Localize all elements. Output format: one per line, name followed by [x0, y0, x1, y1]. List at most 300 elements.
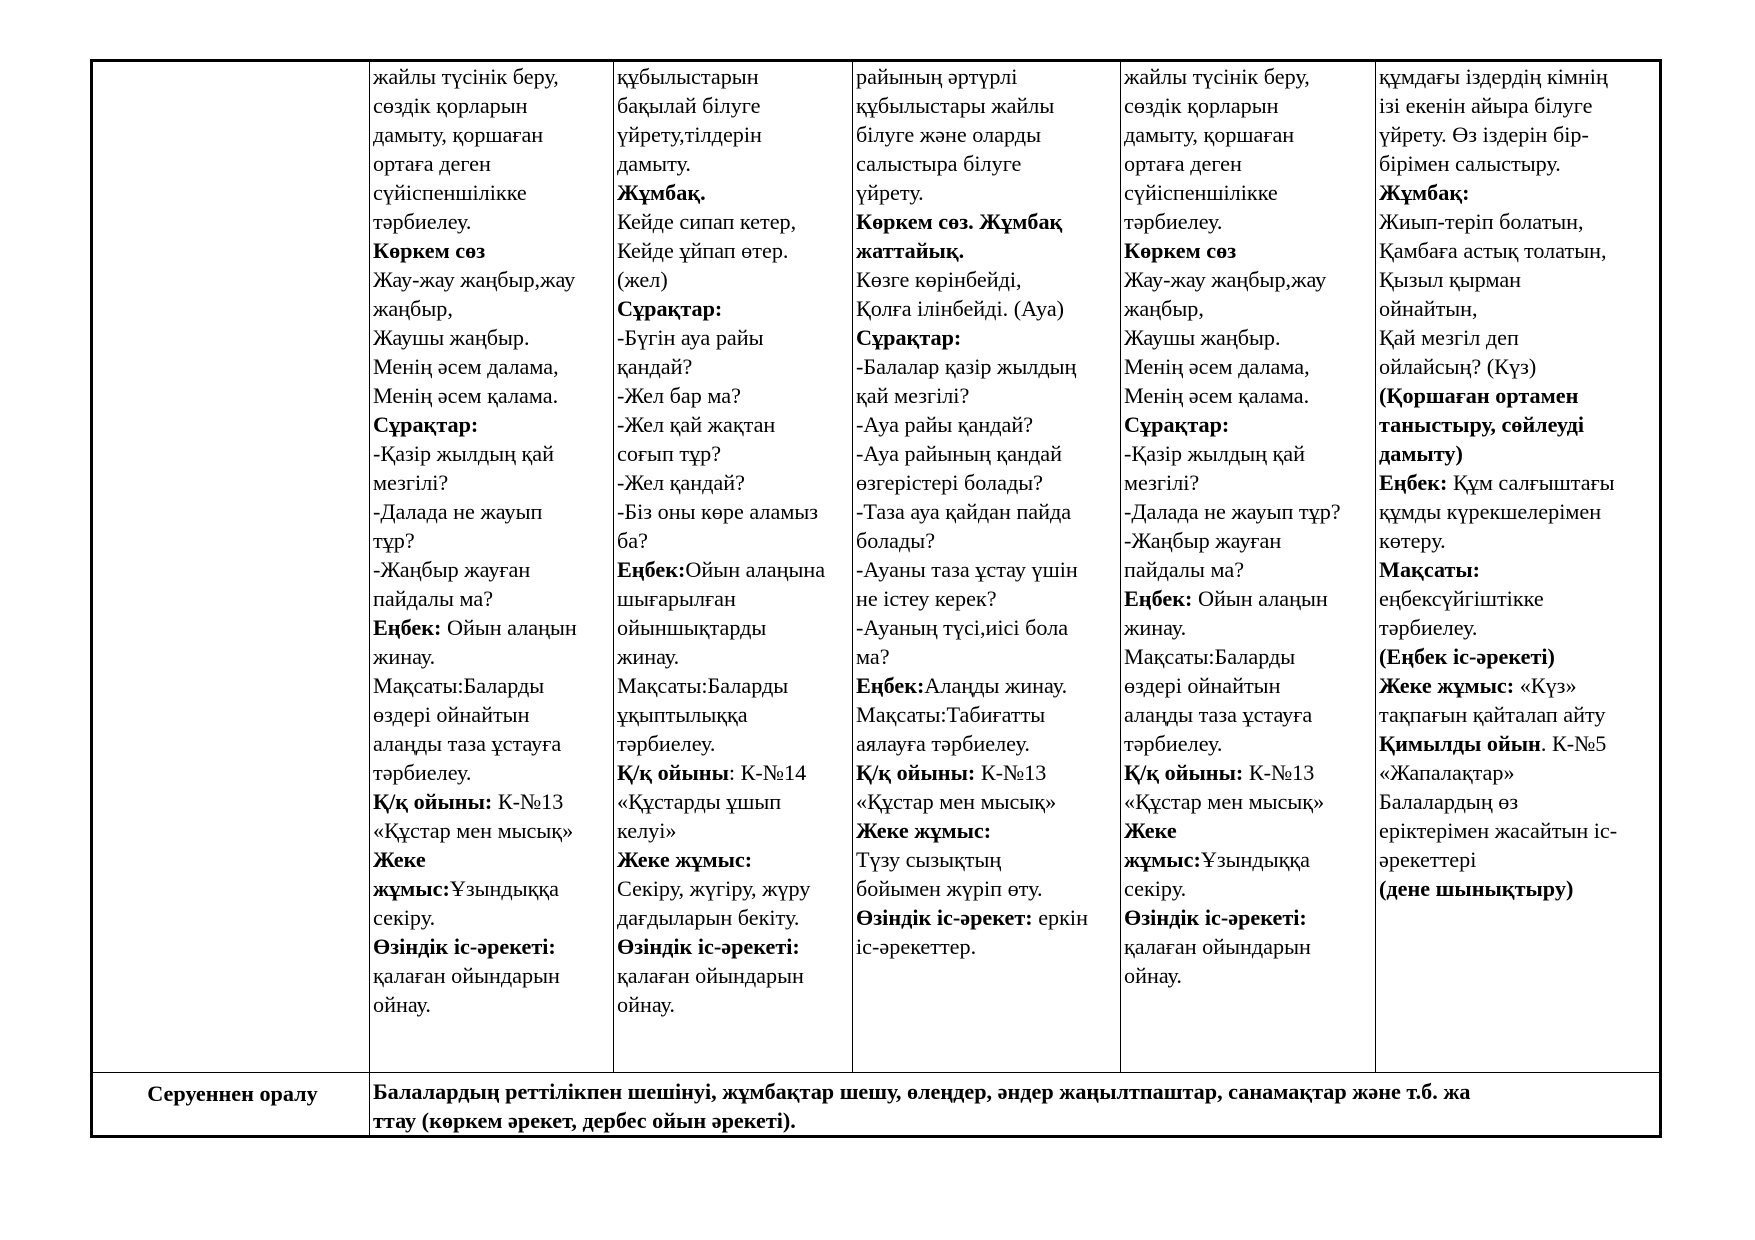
text-line	[1379, 410, 1659, 439]
line-text: ойнайтын,	[1379, 296, 1478, 321]
line-text: Мақсаты:Баларды	[1124, 644, 1296, 669]
text-line	[373, 613, 613, 642]
text-line	[1379, 91, 1659, 120]
text-line	[856, 236, 1120, 265]
text-line	[856, 845, 1120, 874]
text-line	[373, 758, 613, 787]
text-line	[1124, 555, 1375, 584]
text-line	[856, 584, 1120, 613]
bold-heading: Жұмбақ.	[617, 180, 706, 205]
line-text: өздері ойнайтын	[373, 702, 530, 727]
text-line	[617, 874, 852, 903]
text-line	[1124, 294, 1375, 323]
line-text: тәрбиелеу.	[617, 731, 716, 756]
text-line	[1124, 584, 1375, 613]
line-text: -Ауа райы қандай?	[856, 412, 1034, 437]
text-line	[617, 613, 852, 642]
bold-heading: (дене шынықтыру)	[1379, 876, 1574, 901]
line-text: . К-№5	[1540, 731, 1607, 756]
text-line	[856, 410, 1120, 439]
bold-heading: Өзіндік іс-әрекеті:	[373, 934, 556, 959]
text-line	[617, 903, 852, 932]
text-line	[373, 642, 613, 671]
text-line	[1124, 816, 1375, 845]
text-line	[856, 729, 1120, 758]
line-text: қалаған ойындарын	[1124, 934, 1311, 959]
line-text: Балалардың өз	[1379, 789, 1519, 814]
text-line	[1379, 642, 1659, 671]
line-text: Кейде ұйпап өтер.	[617, 238, 789, 263]
bold-heading: Мақсаты:	[1379, 557, 1481, 582]
text-line	[617, 91, 852, 120]
bold-heading: Жеке жұмыс:	[1379, 673, 1515, 698]
text-line	[1124, 845, 1375, 874]
line-text: құмдағы іздердің кімнің	[1379, 64, 1608, 89]
line-text: жинау.	[373, 644, 436, 669]
text-line	[856, 381, 1120, 410]
line-text: үйрету. Өз іздерін бір-	[1379, 122, 1589, 147]
line-text: К-№13	[1243, 760, 1315, 785]
text-line	[1379, 729, 1659, 758]
description-line: ттау (көркем әрекет, дербес ойын әрекеті).	[373, 1108, 796, 1133]
row-label-cell-empty	[92, 61, 370, 1073]
line-text: Менің әсем далама,	[373, 354, 559, 379]
line-text: құмды күрекшелерімен	[1379, 499, 1602, 524]
line-text: Кейде сипап кетер,	[617, 209, 797, 234]
line-text: жайлы түсінік беру,	[1124, 64, 1310, 89]
line-text: жинау.	[617, 644, 680, 669]
line-text: Жаушы жаңбыр.	[373, 325, 530, 350]
line-text: Ойын алаңына	[685, 557, 826, 582]
line-text: ойлайсың? (Күз)	[1379, 354, 1537, 379]
bold-heading: (Еңбек іс-әрекеті)	[1379, 644, 1555, 669]
text-line	[856, 149, 1120, 178]
bold-heading: дамыту)	[1379, 441, 1463, 466]
text-line	[373, 526, 613, 555]
lesson-plan-table	[90, 59, 1662, 1138]
line-text: сөздік қорларын	[1124, 93, 1279, 118]
line-text: сүйіспеншілікке	[1124, 180, 1278, 205]
text-line	[1124, 468, 1375, 497]
text-line	[617, 62, 852, 91]
line-text: -Далада не жауып тұр?	[1124, 499, 1341, 524]
text-line	[373, 903, 613, 932]
text-line	[1124, 874, 1375, 903]
line-text: көтеру.	[1379, 528, 1446, 553]
line-text: секіру.	[1124, 876, 1187, 901]
line-text: тәрбиелеу.	[373, 209, 472, 234]
text-line	[1379, 120, 1659, 149]
bold-heading: Сұрақтар:	[1124, 412, 1230, 437]
line-text: Қолға ілінбейді. (Ауа)	[856, 296, 1065, 321]
line-text: еркін	[1032, 905, 1088, 930]
text-line	[856, 497, 1120, 526]
text-line	[1379, 671, 1659, 700]
text-line	[373, 961, 613, 990]
text-line	[617, 439, 852, 468]
text-line	[617, 555, 852, 584]
line-text: -Біз оны көре аламыз	[617, 499, 819, 524]
text-line	[373, 816, 613, 845]
line-text: Мақсаты:Баларды	[373, 673, 545, 698]
text-line	[856, 758, 1120, 787]
text-line	[1124, 932, 1375, 961]
line-text: Қай мезгіл деп	[1379, 325, 1519, 350]
line-text: Жау-жау жаңбыр,жау	[373, 267, 576, 292]
text-line	[373, 990, 613, 1019]
text-line	[856, 468, 1120, 497]
text-line	[617, 294, 852, 323]
line-text: -Жел қай жақтан	[617, 412, 776, 437]
line-text: Ойын алаңын	[1192, 586, 1328, 611]
text-line	[856, 787, 1120, 816]
description-line: Балалардың реттілікпен шешінуі, жұмбақтар шешу, өлеңдер, әндер жаңылтпаштар, санамақтар және т.б. жа	[373, 1079, 1471, 1104]
bold-heading: Көркем сөз. Жұмбақ	[856, 209, 1063, 234]
line-text: бірімен салыстыру.	[1379, 151, 1561, 176]
line-text: Менің әсем қалама.	[373, 383, 559, 408]
text-line	[856, 932, 1120, 961]
text-line	[373, 120, 613, 149]
line-text: құбылыстарын	[617, 64, 759, 89]
line-text: Қызыл қырман	[1379, 267, 1522, 292]
line-text: ма?	[856, 644, 890, 669]
line-text: тақпағын қайталап айту	[1379, 702, 1606, 727]
line-text: Құм салғыштағы	[1447, 470, 1615, 495]
text-line	[617, 961, 852, 990]
line-text: ойнау.	[617, 992, 675, 1017]
text-line	[617, 120, 852, 149]
text-line	[1379, 236, 1659, 265]
line-text: : К-№14	[728, 760, 807, 785]
text-line	[373, 265, 613, 294]
bold-heading: Өзіндік іс-әрекеті:	[1124, 905, 1307, 930]
bold-heading: Өзіндік іс-әрекет:	[856, 905, 1033, 930]
text-line	[617, 758, 852, 787]
line-text: аялауға тәрбиелеу.	[856, 731, 1030, 756]
line-text: салыстыра білуге	[856, 151, 1022, 176]
text-line	[373, 671, 613, 700]
line-text: Түзу сызықтың	[856, 847, 1002, 872]
bold-heading: Қ/қ ойыны:	[373, 789, 493, 814]
text-line	[373, 91, 613, 120]
text-line	[373, 700, 613, 729]
bold-heading: Жұмбақ:	[1379, 180, 1470, 205]
line-text: үйрету.	[856, 180, 924, 205]
line-text: сөздік қорларын	[373, 93, 528, 118]
text-line	[1379, 468, 1659, 497]
bold-heading: Жеке	[373, 847, 426, 872]
line-text: -Жел бар ма?	[617, 383, 741, 408]
line-text: «Құстар мен мысық»	[373, 818, 574, 843]
activities-row	[92, 61, 1661, 1073]
bold-heading: Қимылды ойын	[1379, 731, 1541, 756]
bold-heading: Қ/қ ойыны:	[856, 760, 976, 785]
line-text: үйрету,тілдерін	[617, 122, 762, 147]
line-text: Жаушы жаңбыр.	[1124, 325, 1281, 350]
bold-heading: Көркем сөз	[1124, 238, 1237, 263]
text-line	[1124, 236, 1375, 265]
line-text: райының әртүрлі	[856, 64, 1018, 89]
text-line	[1124, 207, 1375, 236]
text-line	[617, 236, 852, 265]
text-line	[1124, 613, 1375, 642]
text-line	[617, 526, 852, 555]
line-text: -Ауаны таза ұстау үшін	[856, 557, 1078, 582]
line-text: Көзге көрінбейді,	[856, 267, 1022, 292]
text-line	[1124, 120, 1375, 149]
text-line	[856, 555, 1120, 584]
line-text: -Далада не жауып	[373, 499, 543, 524]
text-line	[1379, 816, 1659, 845]
text-line	[1379, 555, 1659, 584]
text-line	[856, 91, 1120, 120]
text-line	[617, 178, 852, 207]
line-text: -Бүгін ауа райы	[617, 325, 764, 350]
line-text: -Жаңбыр жауған	[1124, 528, 1282, 553]
text-line	[856, 874, 1120, 903]
text-line	[856, 352, 1120, 381]
line-text: К-№13	[492, 789, 564, 814]
line-text: ұқыптылыққа	[617, 702, 748, 727]
text-line	[856, 526, 1120, 555]
line-text: өзгерістері болады?	[856, 470, 1044, 495]
text-line	[1124, 410, 1375, 439]
bold-heading: Сұрақтар:	[617, 296, 723, 321]
text-line	[856, 816, 1120, 845]
bold-heading: Еңбек:	[617, 557, 686, 582]
text-line	[617, 729, 852, 758]
line-text: Жау-жау жаңбыр,жау	[1124, 267, 1327, 292]
line-text: дамыту.	[617, 151, 691, 176]
line-text: әрекеттері	[1379, 847, 1477, 872]
line-text: Ұзындыққа	[1200, 847, 1311, 872]
text-line	[1379, 294, 1659, 323]
line-text: болады?	[856, 528, 936, 553]
text-line	[856, 903, 1120, 932]
text-line	[1124, 700, 1375, 729]
day-column	[614, 61, 853, 1073]
text-line	[617, 497, 852, 526]
line-text: ойыншықтарды	[617, 615, 767, 640]
text-line	[1124, 352, 1375, 381]
line-text: тәрбиелеу.	[1379, 615, 1478, 640]
text-line	[856, 642, 1120, 671]
text-line	[373, 381, 613, 410]
line-text: ба?	[617, 528, 648, 553]
text-line	[1379, 381, 1659, 410]
bold-heading: Өзіндік іс-әрекеті:	[617, 934, 800, 959]
line-text: жинау.	[1124, 615, 1187, 640]
line-text: -Ауа райының қандай	[856, 441, 1062, 466]
line-text: дағдыларын бекіту.	[617, 905, 800, 930]
text-line	[373, 149, 613, 178]
text-line	[373, 932, 613, 961]
text-line	[373, 62, 613, 91]
text-line	[1124, 787, 1375, 816]
return-from-walk-row	[92, 1073, 1661, 1137]
text-line	[373, 497, 613, 526]
text-line	[373, 584, 613, 613]
text-line	[856, 323, 1120, 352]
text-line	[373, 178, 613, 207]
line-text: Ойын алаңын	[441, 615, 577, 640]
text-line	[856, 178, 1120, 207]
line-text: еңбексүйгіштікке	[1379, 586, 1544, 611]
day-column	[1121, 61, 1376, 1073]
text-line	[1124, 671, 1375, 700]
text-line	[617, 149, 852, 178]
text-line	[1379, 323, 1659, 352]
text-line	[1379, 149, 1659, 178]
text-line	[373, 468, 613, 497]
text-line	[856, 207, 1120, 236]
line-text: қандай?	[617, 354, 693, 379]
bold-heading: Сұрақтар:	[856, 325, 962, 350]
text-line	[1124, 265, 1375, 294]
text-line	[1379, 845, 1659, 874]
line-text: бақылай білуге	[617, 93, 761, 118]
bold-heading: Еңбек:	[1379, 470, 1448, 495]
line-text: -Жел қандай?	[617, 470, 745, 495]
line-text: құбылыстары жайлы	[856, 93, 1055, 118]
line-text: Менің әсем қалама.	[1124, 383, 1310, 408]
line-text: Алаңды жинау.	[924, 673, 1068, 698]
text-line	[856, 613, 1120, 642]
line-text: Қамбаға астық толатын,	[1379, 238, 1607, 263]
text-line	[1124, 961, 1375, 990]
text-line	[856, 439, 1120, 468]
day-column	[853, 61, 1121, 1073]
line-text: пайдалы ма?	[1124, 557, 1245, 582]
day-column	[1376, 61, 1661, 1073]
line-text: соғып тұр?	[617, 441, 722, 466]
line-text: жаңбыр,	[373, 296, 453, 321]
text-line	[1379, 526, 1659, 555]
text-line	[1124, 903, 1375, 932]
line-text: тұр?	[373, 528, 415, 553]
line-text: алаңды таза ұстауға	[373, 731, 562, 756]
line-text: К-№13	[975, 760, 1047, 785]
text-line	[373, 874, 613, 903]
text-line	[617, 642, 852, 671]
line-text: дамыту, қоршаған	[1124, 122, 1295, 147]
bold-heading: Көркем сөз	[373, 238, 486, 263]
line-text: мезгілі?	[1124, 470, 1200, 495]
line-text: (жел)	[617, 267, 668, 292]
line-text: -Қазір жылдың қай	[373, 441, 555, 466]
line-text: Менің әсем далама,	[1124, 354, 1310, 379]
text-line	[1379, 613, 1659, 642]
line-text: -Таза ауа қайдан пайда	[856, 499, 1072, 524]
line-text: секіру.	[373, 905, 436, 930]
bold-heading: Еңбек:	[373, 615, 442, 640]
text-line	[1379, 352, 1659, 381]
text-line	[617, 468, 852, 497]
text-line	[1124, 323, 1375, 352]
line-text: «Жапалақтар»	[1379, 760, 1515, 785]
row-label-cell	[92, 1073, 370, 1137]
line-text: білуге және оларды	[856, 122, 1041, 147]
text-line	[1379, 700, 1659, 729]
line-text: тәрбиелеу.	[373, 760, 472, 785]
text-line	[617, 584, 852, 613]
line-text: шығарылған	[617, 586, 736, 611]
text-line	[1379, 497, 1659, 526]
line-text: қалаған ойындарын	[373, 963, 560, 988]
line-text: бойымен жүріп өту.	[856, 876, 1043, 901]
line-text: дамыту, қоршаған	[373, 122, 544, 147]
text-line	[1124, 497, 1375, 526]
text-line	[856, 294, 1120, 323]
bold-heading: Сұрақтар:	[373, 412, 479, 437]
line-text: қалаған ойындарын	[617, 963, 804, 988]
line-text: өздері ойнайтын	[1124, 673, 1281, 698]
text-line	[373, 410, 613, 439]
line-text: -Жаңбыр жауған	[373, 557, 531, 582]
text-line	[373, 323, 613, 352]
line-text: ойнау.	[1124, 963, 1182, 988]
text-line	[617, 381, 852, 410]
bold-heading: таныстыру, сөйлеуді	[1379, 412, 1585, 437]
text-line	[617, 207, 852, 236]
text-line	[617, 845, 852, 874]
bold-heading: жаттайық.	[856, 238, 965, 263]
text-line	[373, 787, 613, 816]
line-text: алаңды таза ұстауға	[1124, 702, 1313, 727]
text-line	[617, 700, 852, 729]
text-line	[1124, 729, 1375, 758]
line-text: ортаға деген	[373, 151, 491, 176]
return-from-walk-description	[370, 1073, 1661, 1137]
line-text: тәрбиелеу.	[1124, 731, 1223, 756]
text-line	[1124, 758, 1375, 787]
line-text: жайлы түсінік беру,	[373, 64, 559, 89]
text-line	[617, 787, 852, 816]
text-line	[617, 410, 852, 439]
bold-heading: Қ/қ ойыны:	[1124, 760, 1244, 785]
text-line	[1379, 584, 1659, 613]
bold-heading: Жеке	[1124, 818, 1177, 843]
text-line	[856, 120, 1120, 149]
line-text: Секіру, жүгіру, жүру	[617, 876, 811, 901]
text-line	[1124, 642, 1375, 671]
bold-heading: жұмыс:	[373, 876, 450, 901]
line-text: Мақсаты:Баларды	[617, 673, 789, 698]
text-line	[1379, 207, 1659, 236]
line-text: сүйіспеншілікке	[373, 180, 527, 205]
text-line	[1124, 178, 1375, 207]
line-text: «Күз»	[1514, 673, 1577, 698]
text-line	[617, 265, 852, 294]
text-line	[856, 700, 1120, 729]
line-text: мезгілі?	[373, 470, 449, 495]
line-text: ортаға деген	[1124, 151, 1242, 176]
line-text: -Ауаның түсі,иісі бола	[856, 615, 1069, 640]
line-text: Мақсаты:Табиғатты	[856, 702, 1046, 727]
bold-heading: Жеке жұмыс:	[856, 818, 992, 843]
line-text: не істеу керек?	[856, 586, 997, 611]
text-line	[373, 294, 613, 323]
text-line	[1379, 787, 1659, 816]
line-text: жаңбыр,	[1124, 296, 1204, 321]
text-line	[373, 845, 613, 874]
text-line	[617, 323, 852, 352]
text-line	[373, 207, 613, 236]
text-line	[1124, 91, 1375, 120]
bold-heading: (Қоршаған ортамен	[1379, 383, 1579, 408]
text-line	[617, 816, 852, 845]
text-line	[1379, 265, 1659, 294]
